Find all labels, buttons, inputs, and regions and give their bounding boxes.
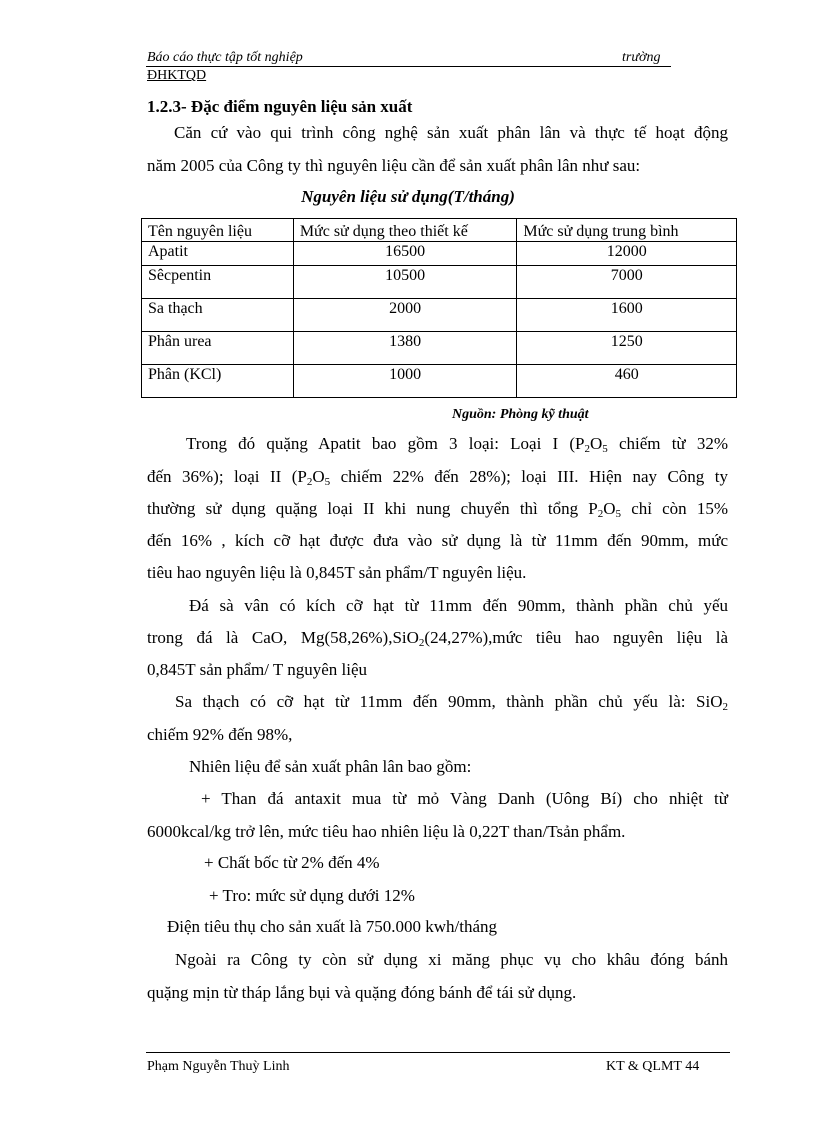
table-cell: 2000 — [293, 299, 517, 332]
table-cell: Apatit — [142, 242, 294, 266]
intro-line-2: năm 2005 của Công ty thì nguyên liệu cần để sản xuất phân lân như sau: — [147, 156, 641, 175]
p2-line-3: 0,845T sản phẩm/ T nguyên liệu — [147, 660, 368, 679]
header-rule — [146, 66, 671, 67]
footer-class: KT & QLMT 44 — [606, 1059, 700, 1074]
table-cell: Sêcpentin — [142, 266, 294, 299]
p1-line-1: Trong đó quặng Apatit bao gồm 3 loại: Loại I ($P_2O_5$ chiếm từ 32% — [186, 434, 728, 455]
p5-line-1: + Than đá antaxit mua từ mỏ Vàng Danh (Uông Bí) cho nhiệt từ — [201, 789, 728, 808]
table-cell: 1380 — [293, 332, 517, 365]
table-cell: 16500 — [293, 242, 517, 266]
p2-line-2: trong đá là CaO, Mg(58,26%),SiO$_2$(24,27%),mức tiêu hao nguyên liệu là — [147, 628, 729, 649]
table-cell: Phân urea — [142, 332, 294, 365]
p1-line-4: đến 16% , kích cỡ hạt được đưa vào sử dụng là từ 11mm đến 90mm, mức — [147, 531, 728, 550]
p9-line-2: quặng mịn từ tháp lắng bụi và quặng đóng bánh để tái sử dụng. — [147, 983, 577, 1002]
table-header-cell: Mức sử dụng trung bình — [517, 219, 737, 242]
header-school-name: ĐHKTQD — [147, 68, 207, 83]
intro-line-1: Căn cứ vào qui trình công nghệ sản xuất phân lân và thực tế hoạt động — [174, 123, 728, 142]
p6-volatile: + Chất bốc từ 2% đến 4% — [204, 853, 380, 872]
table-header-cell: Tên nguyên liệu — [142, 219, 294, 242]
table-cell: 1250 — [517, 332, 737, 365]
p1-line-3: thường sử dụng quặng loại II khi nung chuyển thì tổng $P_2O_5$ chỉ còn 15% — [147, 499, 728, 520]
p4-fuel-intro: Nhiên liệu để sản xuất phân lân bao gồm: — [189, 757, 472, 776]
table-header-row — [142, 219, 737, 242]
table-row — [142, 332, 737, 365]
table-cell: Phân (KCl) — [142, 365, 294, 398]
table-cell: 7000 — [517, 266, 737, 299]
table-cell: 12000 — [517, 242, 737, 266]
p1-line-5: tiêu hao nguyên liệu là 0,845T sản phẩm/T nguyên liệu. — [147, 563, 527, 582]
p8-electricity: Điện tiêu thụ cho sản xuất là 750.000 kwh/tháng — [167, 917, 498, 936]
table-caption: Nguyên liệu sử dụng(T/tháng) — [301, 187, 515, 206]
table-header-cell: Mức sử dụng theo thiết kế — [293, 219, 517, 242]
table-row — [142, 365, 737, 398]
section-title: 1.2.3- Đặc điểm nguyên liệu sản xuất — [147, 97, 413, 116]
p9-line-1: Ngoài ra Công ty còn sử dụng xi măng phục vụ cho khâu đóng bánh — [175, 950, 728, 969]
footer-rule — [146, 1052, 730, 1053]
table-cell: 10500 — [293, 266, 517, 299]
table-cell: 1000 — [293, 365, 517, 398]
table-row — [142, 242, 737, 266]
footer-author: Phạm Nguyễn Thuỳ Linh — [147, 1059, 290, 1074]
p3-line-2: chiếm 92% đến 98%, — [147, 725, 293, 744]
table-cell: 460 — [517, 365, 737, 398]
materials-table — [141, 218, 737, 398]
header-school-label: trường — [622, 50, 661, 65]
table-row — [142, 299, 737, 332]
p7-ash: + Tro: mức sử dụng dưới 12% — [209, 886, 415, 905]
p1-line-2: đến 36%); loại II ($P_2O_5$ chiếm 22% đến 28%); loại III. Hiện nay Công ty — [147, 467, 728, 488]
p2-line-1: Đá sà vân có kích cỡ hạt từ 11mm đến 90mm, thành phần chủ yếu — [189, 596, 728, 615]
table-cell: Sa thạch — [142, 299, 294, 332]
p5-line-2: 6000kcal/kg trở lên, mức tiêu hao nhiên liệu là 0,22T than/Tsản phẩm. — [147, 822, 626, 841]
table-row — [142, 266, 737, 299]
table-source: Nguồn: Phòng kỹ thuật — [452, 407, 589, 422]
header-report-title: Báo cáo thực tập tốt nghiệp — [147, 50, 303, 65]
table-cell: 1600 — [517, 299, 737, 332]
p3-line-1: Sa thạch có cỡ hạt từ 11mm đến 90mm, thành phần chủ yếu là: SiO$_2$ — [175, 692, 728, 713]
